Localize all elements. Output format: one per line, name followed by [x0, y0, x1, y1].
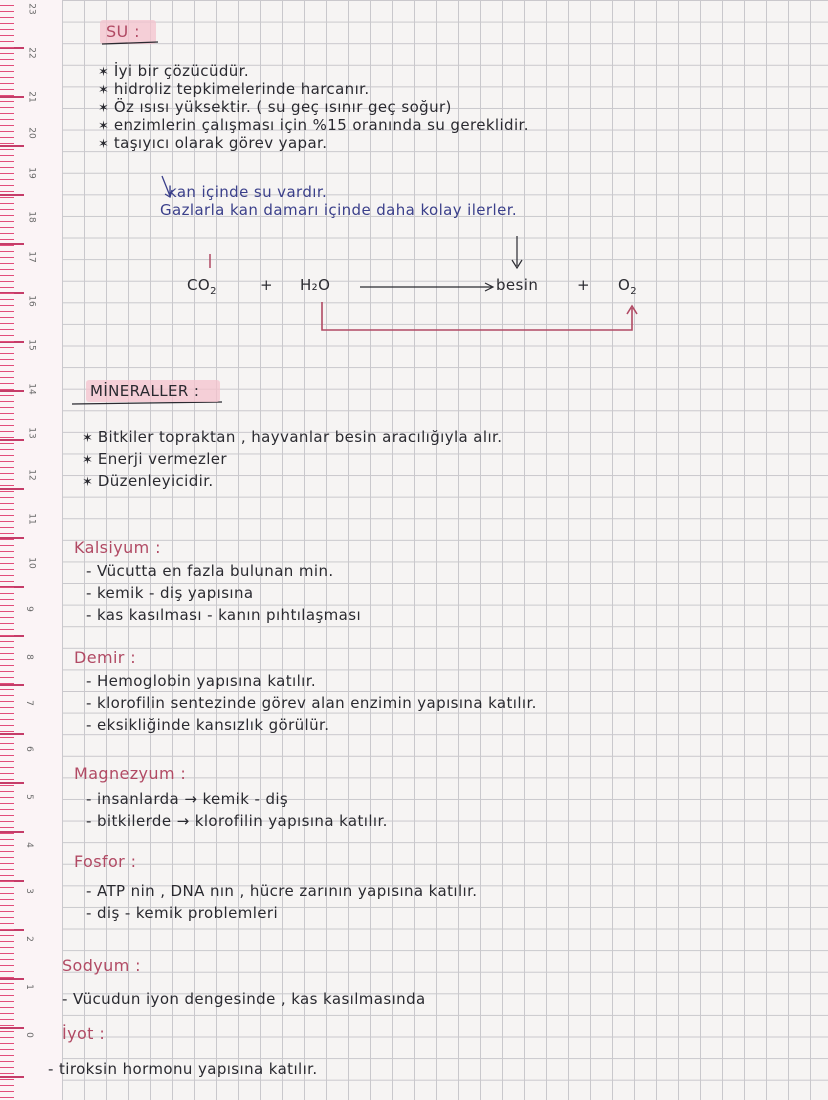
eq-besin: besin	[496, 276, 539, 294]
ruler-number: 14	[26, 383, 37, 395]
ruler-number: 13	[26, 427, 37, 439]
ruler-number: 0	[23, 1032, 34, 1038]
su-item: ✶ İyi bir çözücüdür.	[98, 62, 250, 80]
ruler-number: 22	[26, 47, 37, 59]
ruler-number: 1	[23, 984, 34, 990]
eq-h2o: H₂O	[300, 276, 331, 294]
ruler-number: 9	[23, 606, 34, 612]
fosfor-item: - diş - kemik problemleri	[86, 904, 279, 922]
ruler-number: 4	[23, 842, 34, 848]
kalsiyum-item: - kas kasılması - kanın pıhtılaşması	[86, 606, 362, 624]
demir-item: - eksikliğinde kansızlık görülür.	[86, 716, 330, 734]
mineraller-underline	[72, 402, 222, 404]
grid-page	[48, 0, 828, 1100]
magnezyum-item: - bitkilerde → klorofilin yapısına katılır.	[86, 812, 388, 830]
oxygen-loop	[322, 302, 632, 330]
ruler-number: 7	[23, 700, 34, 706]
su-item: ✶ enzimlerin çalışması için %15 oranında su gereklidir.	[98, 116, 529, 134]
su-item: ✶ Öz ısısı yüksektir. ( su geç ısınır geç soğur)	[98, 98, 452, 116]
ruler-number: 17	[26, 251, 37, 263]
ruler-number: 19	[26, 167, 37, 179]
fosfor-title: Fosfor :	[74, 852, 137, 871]
ruler-number: 6	[23, 746, 34, 752]
ruler-number: 18	[26, 211, 37, 223]
mineraller-item: ✶ Düzenleyicidir.	[82, 472, 214, 490]
mineraller-item: ✶ Bitkiler topraktan , hayvanlar besin aracılığıyla alır.	[82, 428, 503, 446]
drawing-layer	[62, 0, 828, 1100]
ruler-number: 21	[26, 91, 37, 103]
eq-o2: $O_2$	[618, 276, 637, 297]
mineraller-title: MİNERALLER :	[90, 382, 200, 400]
ruler-number: 15	[26, 339, 37, 351]
ruler	[0, 0, 63, 1100]
ruler-number: 20	[26, 127, 37, 139]
fosfor-item: - ATP nin , DNA nın , hücre zarının yapısına katılır.	[86, 882, 478, 900]
magnezyum-item: - insanlarda → kemik - diş	[86, 790, 289, 808]
ruler-number: 10	[26, 557, 37, 569]
ruler-number: 2	[23, 936, 34, 942]
su-item: ✶ taşıyıcı olarak görev yapar.	[98, 134, 328, 152]
demir-title: Demir :	[74, 648, 137, 667]
ruler-number: 16	[26, 295, 37, 307]
ruler-number: 5	[23, 794, 34, 800]
sodyum-item: - Vücudun iyon dengesinde , kas kasılmasında	[62, 990, 426, 1008]
demir-item: - klorofilin sentezinde görev alan enzimin yapısına katılır.	[86, 694, 537, 712]
demir-item: - Hemoglobin yapısına katılır.	[86, 672, 317, 690]
su-item: ✶ hidroliz tepkimelerinde harcanır.	[98, 80, 370, 98]
ruler-number: 8	[23, 654, 34, 660]
ruler-number: 23	[26, 3, 37, 15]
ruler-number: 12	[26, 469, 37, 481]
su-note-2: Gazlarla kan damarı içinde daha kolay ilerler.	[160, 201, 518, 219]
sodyum-title: Sodyum :	[62, 956, 141, 975]
ruler-number: 3	[23, 888, 34, 894]
eq-co2: $CO_2$	[187, 276, 217, 297]
eq-plus-2: +	[577, 276, 590, 294]
kalsiyum-title: Kalsiyum :	[74, 538, 161, 557]
iyot-item: - tiroksin hormonu yapısına katılır.	[48, 1060, 318, 1078]
iyot-title: İyot :	[62, 1024, 106, 1043]
su-title: SU :	[106, 22, 140, 41]
kalsiyum-item: - kemik - diş yapısına	[86, 584, 254, 602]
note-arrow	[162, 176, 170, 196]
kalsiyum-item: - Vücutta en fazla bulunan min.	[86, 562, 334, 580]
su-note-1: kan içinde su vardır.	[168, 183, 328, 201]
magnezyum-title: Magnezyum :	[74, 764, 187, 783]
ruler-number: 11	[26, 513, 37, 525]
eq-plus-1: +	[260, 276, 273, 294]
su-title-underline	[102, 42, 158, 44]
mineraller-item: ✶ Enerji vermezler	[82, 450, 227, 468]
